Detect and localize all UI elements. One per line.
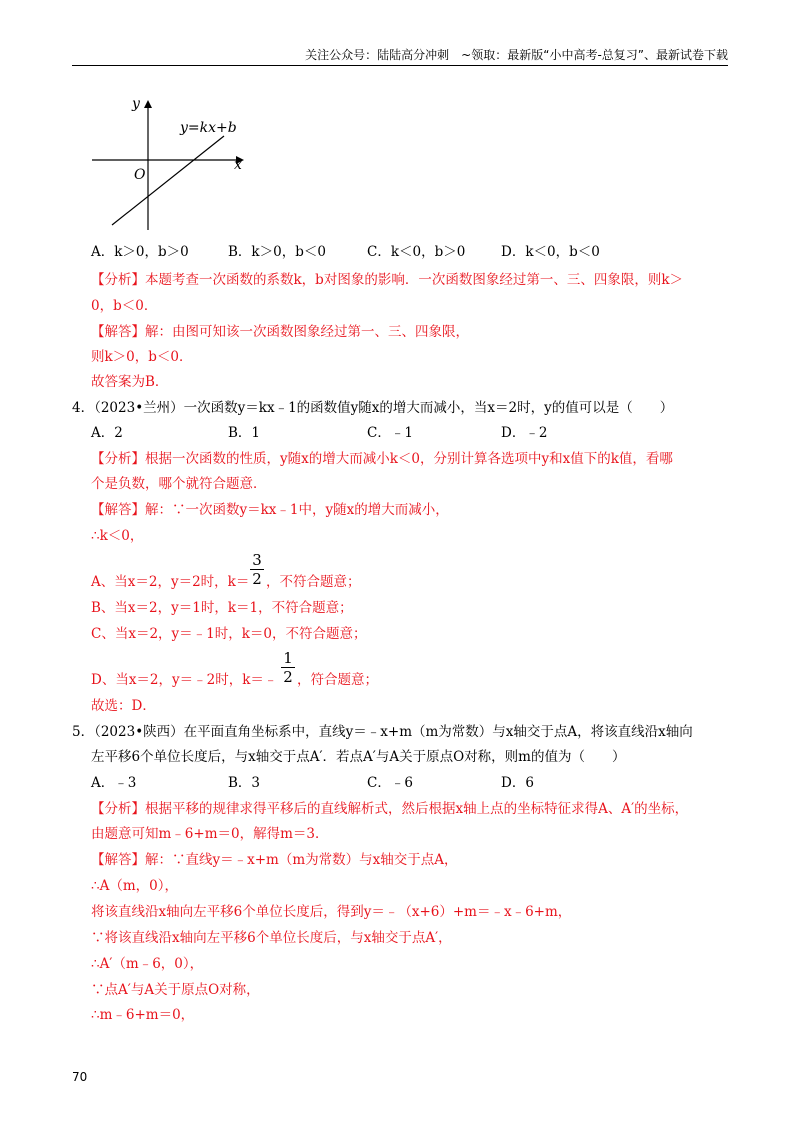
linear-function-graph xyxy=(86,90,256,240)
q4-option-c: C．﹣1 xyxy=(367,425,413,441)
q5-solution-line-2: ∴A（m，0）， xyxy=(91,878,178,894)
q3-option-a: A．k＞0，b＞0 xyxy=(91,244,189,260)
q4-analysis-line-2: 个是负数，哪个就符合题意． xyxy=(91,476,267,492)
q4-case-a-fraction xyxy=(250,552,264,587)
origin-label: O xyxy=(134,167,146,183)
y-axis-arrow xyxy=(144,100,152,108)
q4-case-a-result: ，不符合题意； xyxy=(266,574,361,590)
q5-solution-line-3: 将该直线沿x轴向左平移6个单位长度后，得到y＝﹣（x+6）+m＝﹣x﹣6+m， xyxy=(91,904,572,920)
q5-option-d: D．6 xyxy=(501,775,534,791)
q5-solution-line-6: ∵点A′与A关于原点O对称， xyxy=(91,982,260,998)
q5-option-a: A．﹣3 xyxy=(91,775,137,791)
q3-option-b: B．k＞0，b＜0 xyxy=(228,244,326,260)
q4-option-b: B．1 xyxy=(228,425,261,441)
q4-case-c: C、当x＝2，y＝﹣1时，k＝0，不符合题意； xyxy=(91,626,367,642)
q5-stem-line-1: 5．（2023•陕西）在平面直角坐标系中，直线y＝﹣x+m（m为常数）与x轴交于点A，将该直线沿x轴向 xyxy=(72,724,693,740)
q3-option-c: C．k＜0，b＞0 xyxy=(367,244,466,260)
q4-option-d: D．﹣2 xyxy=(501,425,548,441)
q4-case-d-fraction xyxy=(281,650,295,685)
q4-stem: 4．（2023•兰州）一次函数y＝kx﹣1的函数值y随x的增大而减小，当x＝2时，y的值可以是（ ） xyxy=(72,400,674,416)
line-equation-label: y=kx+b xyxy=(180,120,237,136)
q5-solution-line-7: ∴m﹣6+m＝0， xyxy=(91,1007,195,1023)
x-axis-label: x xyxy=(234,157,242,173)
q4-solution-line-1: 【解答】解：∵一次函数y＝kx﹣1中，y随x的增大而减小， xyxy=(91,502,449,518)
q5-analysis-line-2: 由题意可知m﹣6+m＝0，解得m＝3． xyxy=(91,826,329,842)
q4-case-a-numerator: 3 xyxy=(252,551,262,569)
q4-solution-line-2: ∴k＜0， xyxy=(91,528,144,544)
y-axis-label: y xyxy=(132,96,140,112)
q4-case-b: B、当x＝2，y＝1时，k＝1，不符合题意； xyxy=(91,600,353,616)
q5-analysis-line-1: 【分析】根据平移的规律求得平移后的直线解析式，然后根据x轴上点的坐标特征求得A、A′的坐标， xyxy=(91,801,689,817)
q4-case-d-result: ，符合题意； xyxy=(297,672,378,688)
q5-option-c: C．﹣6 xyxy=(367,775,413,791)
q5-solution-line-1: 【解答】解：∵直线y＝﹣x+m（m为常数）与x轴交于点A， xyxy=(91,852,458,868)
q3-option-d: D．k＜0，b＜0 xyxy=(501,244,600,260)
q5-solution-line-5: ∴A′（m﹣6，0）， xyxy=(91,956,204,972)
q4-case-a-text: A、当x＝2，y＝2时，k＝ xyxy=(91,574,250,590)
q3-analysis-line-1: 【分析】本题考查一次函数的系数k，b对图象的影响．一次函数图象经过第一、三、四象限，则k＞ xyxy=(91,272,684,288)
q4-case-d-text: D、当x＝2，y＝﹣2时，k＝﹣ xyxy=(91,672,278,688)
q3-solution-line-3: 故答案为B． xyxy=(91,374,169,390)
q4-analysis-line-1: 【分析】根据一次函数的性质，y随x的增大而减小k＜0，分别计算各选项中y和x值下的k值，看哪 xyxy=(91,451,673,467)
q5-solution-line-4: ∵将该直线沿x轴向左平移6个单位长度后，与x轴交于点A′， xyxy=(91,930,452,946)
q4-choice: 故选：D． xyxy=(91,698,156,714)
q4-option-a: A．2 xyxy=(91,425,123,441)
header-divider xyxy=(72,65,728,66)
page-header: 关注公众号：陆陆高分冲刺 ~领取：最新版“小中高考-总复习”、最新试卷下载 xyxy=(305,48,728,62)
q4-case-a-denominator: 2 xyxy=(252,570,262,588)
q4-case-d-numerator: 1 xyxy=(283,649,293,667)
q5-option-b: B．3 xyxy=(228,775,261,791)
q3-solution-line-2: 则k＞0，b＜0． xyxy=(91,349,193,365)
q5-stem-line-2: 左平移6个单位长度后，与x轴交于点A′．若点A′与A关于原点O对称，则m的值为（ ） xyxy=(91,749,626,765)
q3-analysis-line-2: 0，b＜0． xyxy=(91,298,158,314)
function-line xyxy=(112,136,224,225)
q4-case-d-denominator: 2 xyxy=(283,668,293,686)
q3-solution-line-1: 【解答】解：由图可知该一次函数图象经过第一、三、四象限， xyxy=(91,324,469,340)
page-number: 70 xyxy=(72,1070,88,1084)
